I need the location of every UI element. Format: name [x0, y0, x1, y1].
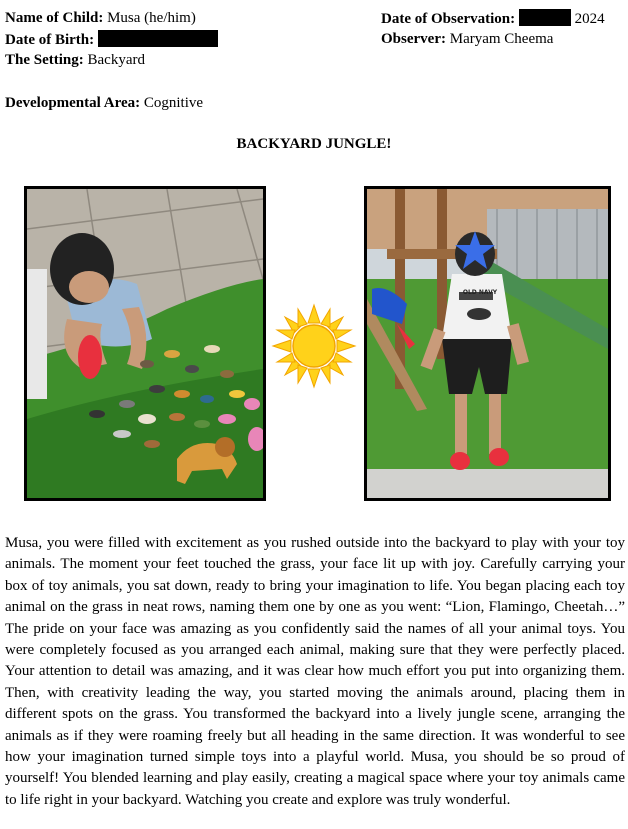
observer-value: Maryam Cheema	[449, 31, 554, 47]
setting-label: The Setting:	[5, 52, 84, 68]
observation-date-field	[381, 9, 605, 28]
observation-year: 2024	[574, 11, 605, 27]
setting-value: Backyard	[87, 52, 145, 68]
photo-toy-animals	[24, 186, 266, 501]
developmental-area-value: Cognitive	[143, 95, 204, 111]
date-of-birth-field	[5, 30, 218, 49]
developmental-area-field	[5, 94, 203, 112]
child-name-value: Musa (he/him)	[107, 10, 196, 26]
observer-label: Observer:	[381, 31, 446, 47]
page-title: BACKYARD JUNGLE!	[236, 136, 392, 152]
developmental-area-label: Developmental Area:	[5, 95, 141, 111]
child-name-field	[5, 9, 196, 27]
setting-field	[5, 51, 145, 69]
shirt-text: OLD NAVY	[462, 289, 498, 296]
photo-backyard-walk-illustration	[367, 189, 608, 498]
redacted-observation-date	[519, 9, 571, 26]
observation-date-label: Date of Observation:	[381, 11, 516, 27]
redacted-birthdate	[98, 30, 218, 47]
observation-narrative: Musa, you were filled with excitement as you rushed outside into the backyard to play with your toy animals. The moment your feet touched the grass, your face lit up with joy. Carefully carrying your box of toy animals, you sat down, ready to bring your imagination to life. You began placing each toy animal on the grass in neat rows, naming them one by one as you went: “Lion, Flamingo, Cheetah…” The pride on your face was amazing as you confidently said the names of all your animal toys. You were completely focused as you arranged each animal, making sure that they were perfectly placed. Your attention to detail was amazing, and it was clear how much effort you put into organizing them. Then, with creativity leading the way, you started moving the animals around, placing them in different spots on the grass. You transformed the backyard into a lively jungle scene, arranging the animals as if they were roaming freely but all heading in the same direction. It was wonderful to see how your imagination turned simple toys into a playful world. Musa, you should be so proud of yourself! You blended learning and play easily, creating a magical space where your toy animals came to life right in your backyard. Watching you create and explore was truly wonderful.	[5, 535, 625, 808]
observer-field	[381, 30, 553, 48]
photo-toy-animals-illustration	[27, 189, 263, 498]
date-of-birth-label: Date of Birth:	[5, 32, 95, 48]
sun-icon	[271, 303, 357, 389]
child-name-label: Name of Child:	[5, 10, 104, 26]
photo-backyard-walk	[364, 186, 611, 501]
